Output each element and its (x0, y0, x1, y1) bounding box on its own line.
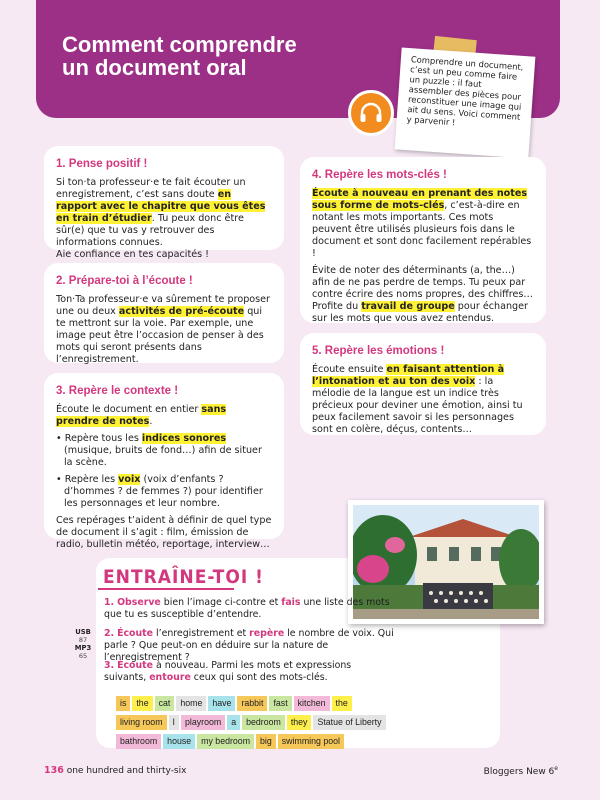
intro-note (395, 47, 536, 158)
word-chip[interactable]: a (227, 715, 240, 730)
word-chip[interactable]: have (208, 696, 235, 711)
page-title-line1: Comment comprendre (62, 32, 297, 57)
step-2-number: 2. (104, 628, 115, 639)
page-number-footer (44, 765, 186, 776)
tip-text-1 (56, 177, 272, 261)
step-1-text-a: bien l’image ci-contre et (160, 597, 282, 608)
tip-heading-4: 4. Repère les mots-clés ! (312, 169, 447, 181)
tip-2-text-a: Ton·Ta professeur·e va sûrement te proposer une ou deux (56, 294, 270, 317)
word-chip[interactable]: swimming pool (278, 734, 344, 749)
tip-card-1 (44, 146, 284, 260)
tip-card-4 (300, 157, 546, 323)
tip-heading-3: 3. Repère le contexte ! (56, 385, 179, 397)
tip-4-text-a: , c’est-à-dire en notant les mots importants. Ces mots peuvent être utilisés plusieurs fois dans le document et sont donc facilement repérables ! (312, 200, 532, 259)
word-chip[interactable]: they (287, 715, 312, 730)
exercise-title-underline (98, 588, 234, 590)
word-chip[interactable]: living room (116, 715, 167, 730)
tip-4-highlight: Écoute à nouveau en prenant des notes sous forme de mots-clés (312, 188, 528, 211)
tip-4-text-b: Évite de noter des déterminants (a, the…) afin de ne pas perdre de temps. Tu peux par contre écrire des noms propres, des chiffres… Profite du (312, 265, 533, 312)
tip-text-4 (312, 188, 534, 260)
exercise-step-1 (104, 597, 394, 621)
usb-label: USB (75, 628, 91, 636)
page-number-words: one hundred and thirty-six (66, 766, 187, 776)
step-2-verb-1: Écoute (117, 628, 153, 639)
book-title: Bloggers New 6 (483, 767, 555, 777)
bullet-1-text-b: (musique, bruits de fond…) afin de situer la scène. (64, 445, 262, 468)
word-chip[interactable]: bedroom (242, 715, 285, 730)
tip-text-2 (56, 294, 272, 366)
page-title-line2: un document oral (62, 55, 247, 80)
word-chip[interactable]: Statue of Liberty (313, 715, 385, 730)
step-2-verb-2: repère (249, 628, 285, 639)
step-1-text-b: une liste des mots que tu es susceptible d’entendre. (104, 597, 390, 620)
tip-3-text-b: . (149, 416, 153, 427)
tip-3-bullet-1 (56, 433, 272, 469)
step-1-verb-2: fais (281, 597, 301, 608)
tip-3-bullet-2 (56, 474, 272, 510)
step-2-text-b: le nombre de voix. Qui parle ? Que peut-on en déduire sur la nature de l’enregistrement ? (104, 628, 394, 663)
word-chip[interactable]: fast (269, 696, 291, 711)
audio-track-label (72, 628, 94, 660)
bullet-1-text-a: • Repère tous les (56, 433, 142, 444)
step-1-number: 1. (104, 597, 115, 608)
word-chip[interactable]: I (169, 715, 179, 730)
tip-1-text-b: . Tu peux donc être sûr(e) que tu vas y retrouver des informations connues. (56, 213, 244, 248)
word-chip[interactable]: my bedroom (197, 734, 254, 749)
exercise-step-3 (104, 660, 394, 684)
tip-card-5 (300, 333, 546, 435)
tip-5-text-a: Écoute ensuite (312, 364, 387, 375)
headphones-icon (348, 90, 394, 136)
step-3-verb-1: Écoute (117, 660, 153, 671)
step-3-text-b: ceux qui sont des mots-clés. (190, 672, 328, 683)
tip-heading-1: 1. Pense positif ! (56, 158, 148, 170)
step-3-number: 3. (104, 660, 115, 671)
tip-heading-2: 2. Prépare-toi à l’écoute ! (56, 275, 193, 287)
bullet-2-text-b: (voix d’enfants ? d’hommes ? de femmes ?) pour identifier les personnages et leur nombre. (64, 474, 263, 509)
step-2-text-a: l’enregistrement et (153, 628, 250, 639)
word-chip[interactable]: home (176, 696, 206, 711)
step-3-text-a: à nouveau. Parmi les mots et expressions suivants, (104, 660, 352, 683)
mp3-label: MP3 (74, 644, 92, 652)
tip-1-text-a: Si ton·ta professeur·e te fait écouter un enregistrement, c’est sans doute (56, 177, 246, 200)
word-row-1 (116, 691, 354, 711)
tip-text-5 (312, 364, 534, 436)
bullet-2-highlight: voix (118, 474, 141, 485)
page-number: 136 (44, 765, 64, 776)
tip-2-text-b: qui te mettront sur la voie. Par exemple, une image peut être l’occasion de penser à des mots qui seront présents dans l’enregistrement. (56, 306, 264, 365)
page-title (62, 33, 342, 79)
tip-1-text-c: Aie confiance en tes capacités ! (56, 249, 209, 260)
intro-note-text: Comprendre un document, c’est un peu comme faire un puzzle : il faut assembler des pièces pour reconstituer une image qui ait du sens. Voici comment y parvenir ! (406, 54, 524, 128)
tip-text-3 (56, 404, 272, 428)
word-row-3 (116, 729, 346, 749)
tip-1-highlight: en rapport avec le chapitre que vous êtes en train d’étudier (56, 189, 266, 224)
tip-3-text-a: Écoute le document en entier (56, 404, 202, 415)
tip-card-2 (44, 263, 284, 363)
word-chip[interactable]: the (332, 696, 352, 711)
exercise-step-2 (104, 628, 394, 664)
bullet-2-text-a: • Repère les (56, 474, 119, 485)
mp3-track: 65 (78, 652, 88, 660)
step-1-verb-1: Observe (117, 597, 161, 608)
tip-4-highlight-2: travail de groupe (361, 301, 455, 312)
word-chip[interactable]: rabbit (237, 696, 267, 711)
word-row-2 (116, 710, 388, 730)
tip-3-text-c: Ces repérages t’aident à définir de quel type de document il s’agit : film, émission de radio, bulletin météo, reportage, interview… (56, 515, 272, 550)
word-chip[interactable]: bathroom (116, 734, 161, 749)
word-chip[interactable]: the (132, 696, 152, 711)
tip-3-highlight: sans prendre de notes (56, 404, 227, 427)
word-chip[interactable]: cat (155, 696, 175, 711)
tip-card-3 (44, 373, 284, 550)
usb-track: 87 (78, 636, 88, 644)
tip-4-text-c: pour échanger sur les mots que vous avez entendus. (312, 301, 528, 324)
tip-5-highlight: en faisant attention à l’intonation et au ton des voix (312, 364, 505, 387)
word-chip[interactable]: is (116, 696, 130, 711)
step-3-verb-2: entoure (149, 672, 191, 683)
tip-heading-5: 5. Repère les émotions ! (312, 345, 445, 357)
book-title-footer: Bloggers New 6e (483, 765, 558, 777)
bullet-1-highlight: indices sonores (141, 433, 227, 444)
word-chip[interactable]: house (163, 734, 195, 749)
tip-text-4b (312, 265, 534, 325)
word-chip[interactable]: playroom (181, 715, 225, 730)
tip-5-text-b: : la mélodie de la langue est un indice très précieux pour deviner une émotion, ainsi tu peux facilement savoir si les personnages sont en colère, déçus, contents… (312, 376, 523, 435)
tip-2-highlight: activités de pré-écoute (118, 306, 245, 317)
word-chip[interactable]: kitchen (294, 696, 330, 711)
word-chip[interactable]: big (256, 734, 276, 749)
exercise-title: ENTRAÎNE-TOI ! (103, 566, 264, 588)
